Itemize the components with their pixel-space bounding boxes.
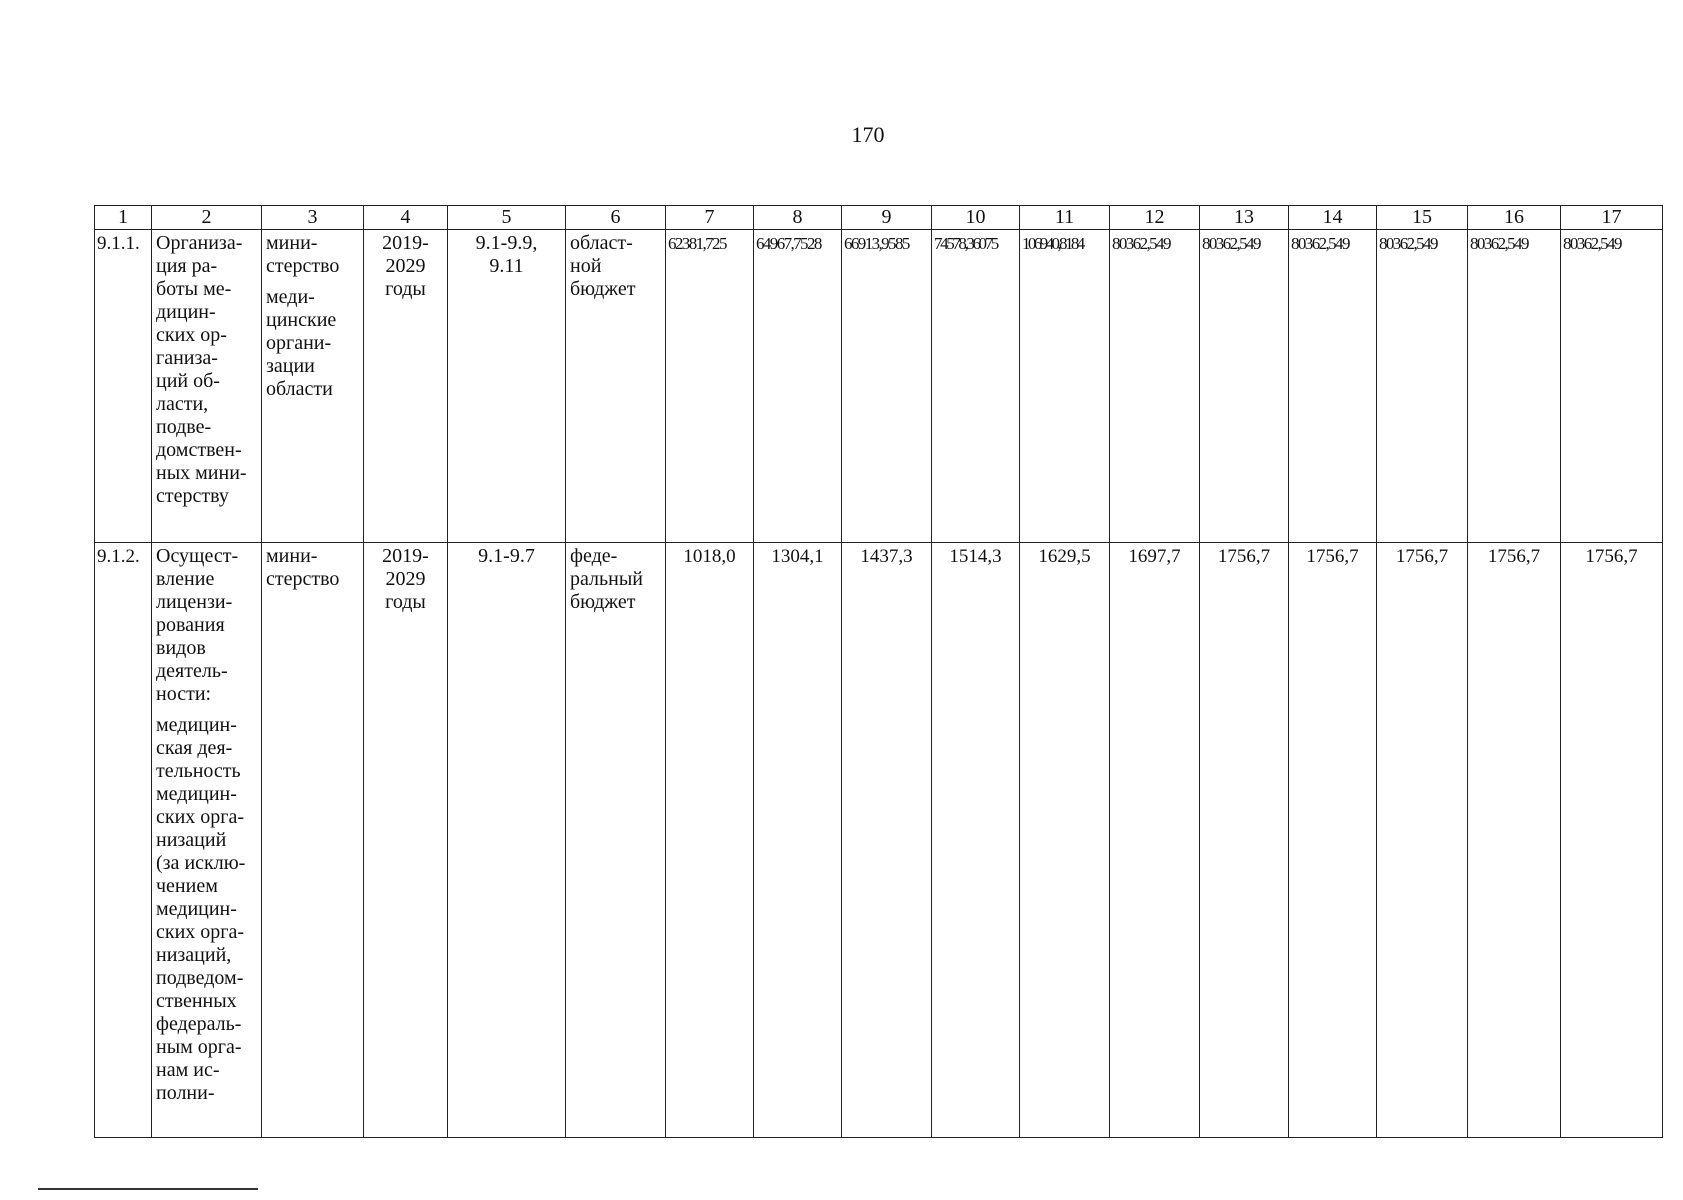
executor-text: мини- стерство: [266, 232, 340, 277]
measure-name-text: Осущест- вление лицензи- рования видов деятель- ности:: [156, 545, 239, 705]
column-number-9: 9: [842, 206, 932, 230]
amount-cell: 1756,7: [1468, 543, 1561, 1138]
amount-cell: 1304,1: [754, 543, 842, 1138]
column-number-7: 7: [666, 206, 754, 230]
amount-cell: 80362,549: [1377, 230, 1468, 543]
column-number-11: 11: [1020, 206, 1110, 230]
measure-name: [152, 230, 262, 543]
column-number-13: 13: [1200, 206, 1289, 230]
column-number-3: 3: [262, 206, 364, 230]
years-text: 2019- 2029 годы: [382, 545, 429, 613]
column-number-5: 5: [448, 206, 566, 230]
indicator-links: [448, 543, 566, 1138]
budget-table: [94, 205, 1663, 1138]
executor: [262, 230, 364, 543]
page-number: 170: [851, 122, 885, 147]
amount-cell: 80362,549: [1200, 230, 1289, 543]
executor: [262, 543, 364, 1138]
column-number-6: 6: [566, 206, 666, 230]
amount-cell: 1629,5: [1020, 543, 1110, 1138]
column-number-16: 16: [1468, 206, 1561, 230]
row-code: 9.1.1.: [95, 230, 152, 543]
indicators-text: 9.1-9.9, 9.11: [475, 232, 538, 277]
indicators-text: 9.1-9.7: [478, 545, 535, 567]
amount-cell: 80362,549: [1468, 230, 1561, 543]
amount-cell: 66913,9585: [842, 230, 932, 543]
amount-cell: 106940,8184: [1020, 230, 1110, 543]
source-text: област- ной бюджет: [570, 232, 636, 300]
column-number-14: 14: [1289, 206, 1377, 230]
footnote-separator: [38, 1188, 258, 1190]
amount-cell: 1756,7: [1561, 543, 1663, 1138]
amount-cell: 1697,7: [1110, 543, 1200, 1138]
funding-source: [566, 230, 666, 543]
amount-cell: 80362,549: [1289, 230, 1377, 543]
amount-cell: 74578,36075: [932, 230, 1020, 543]
column-number-15: 15: [1377, 206, 1468, 230]
amount-cell: 80362,549: [1110, 230, 1200, 543]
funding-source: [566, 543, 666, 1138]
column-number-4: 4: [364, 206, 448, 230]
executor-text: меди- цинские органи- зации области: [266, 286, 337, 400]
amount-cell: 1514,3: [932, 543, 1020, 1138]
column-number-8: 8: [754, 206, 842, 230]
column-number-10: 10: [932, 206, 1020, 230]
executor-text: мини- стерство: [266, 545, 340, 590]
table-row: [95, 543, 1663, 1138]
amount-cell: 1018,0: [666, 543, 754, 1138]
column-number-1: 1: [95, 206, 152, 230]
source-text: феде- ральный бюджет: [570, 545, 643, 613]
amount-cell: 1756,7: [1200, 543, 1289, 1138]
table-row: [95, 230, 1663, 543]
column-number-17: 17: [1561, 206, 1663, 230]
amount-cell: 1437,3: [842, 543, 932, 1138]
measure-name-text: медицин- ская дея- тельность медицин- ских орга- низаций (за исклю- чением медицин- ских орга- низаций, подведом- ственных федераль- ным орга- нам ис- полни-: [156, 714, 246, 1104]
amount-cell: 62381,725: [666, 230, 754, 543]
amount-cell: 1756,7: [1289, 543, 1377, 1138]
row-code: 9.1.2.: [95, 543, 152, 1138]
implementation-years: [364, 543, 448, 1138]
years-text: 2019- 2029 годы: [382, 232, 429, 300]
measure-name: [152, 543, 262, 1138]
amount-cell: 80362,549: [1561, 230, 1663, 543]
amount-cell: 1756,7: [1377, 543, 1468, 1138]
column-number-2: 2: [152, 206, 262, 230]
measure-name-text: Организа- ция ра- боты ме- дицин- ских ор- ганиза- ций об- ласти, подве- домствен- ных мини- стерству: [156, 232, 247, 507]
column-number-row: [95, 206, 1663, 230]
amount-cell: 64967,7528: [754, 230, 842, 543]
implementation-years: [364, 230, 448, 543]
column-number-12: 12: [1110, 206, 1200, 230]
indicator-links: [448, 230, 566, 543]
